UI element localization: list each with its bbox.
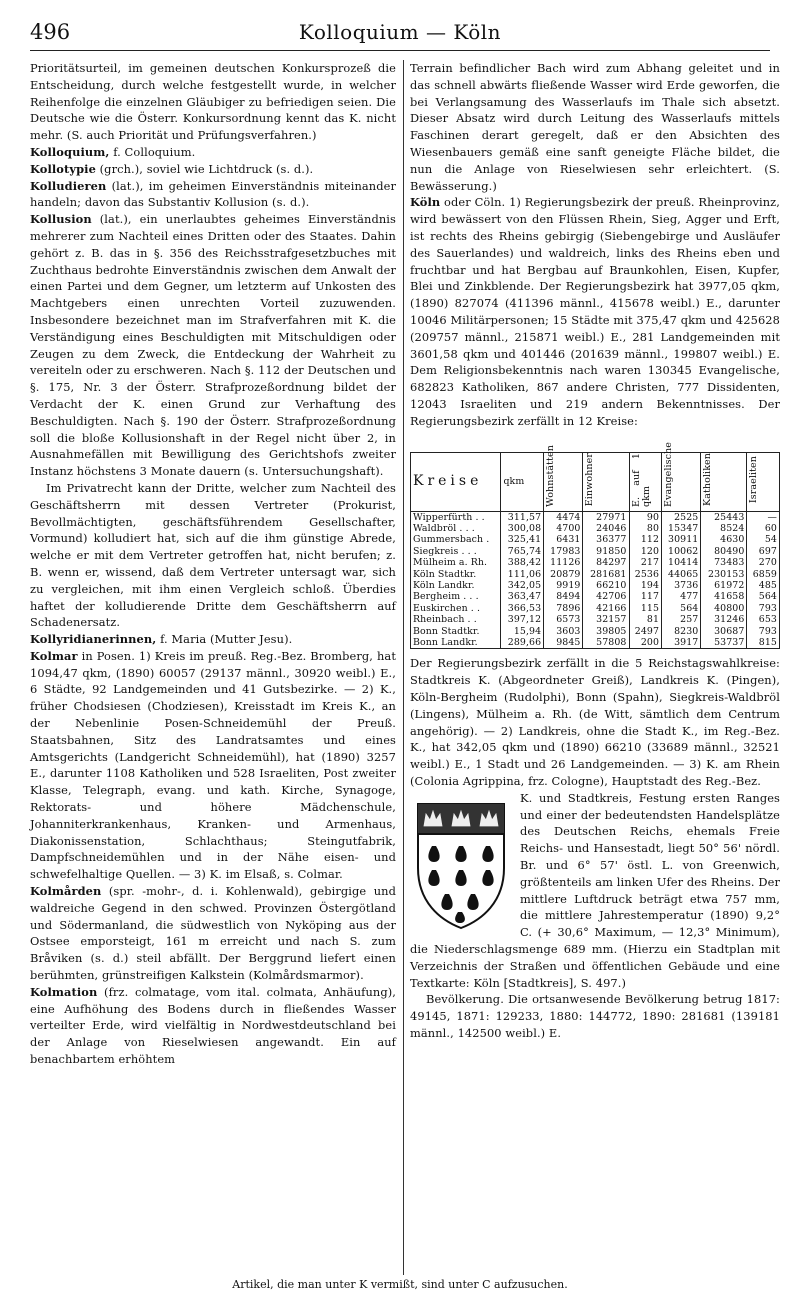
table-cell: 3736 — [662, 580, 701, 591]
table-row — [411, 637, 780, 649]
table-cell: 342,05 — [501, 580, 544, 591]
table-cell: 311,57 — [501, 511, 544, 523]
table-cell: 32157 — [583, 614, 629, 625]
table-cell-kreis: Bonn Landkr. — [411, 637, 501, 649]
table-body — [411, 511, 780, 649]
table-row — [411, 546, 780, 557]
coat-of-arms-graphic — [412, 798, 510, 932]
kreise-table — [410, 441, 780, 650]
table-cell: 3603 — [544, 626, 583, 637]
table-row — [411, 511, 780, 523]
table-header: Kreise — [411, 452, 501, 511]
entry-text: Im Privatrecht kann der Dritte, welcher zum Nachteil des Geschäftsherrn mit dessen Vertreter (Prokurist, Bevollmächtigten, geschäftsführendem Gesellschafter, Vormund) kolludiert hat, sich auf die ihm günstige Abrede, welche er mit dem Vertreter getroffen hat, nicht berufen; z. B. wenn er, wissend, daß dem Vertreter untersagt war, sich zu vergleichen, mit ihm einen Vergleich schloß. Überdies haftet der kolludierende Dritte dem Geschäftsherrn auf Schadenersatz. — [30, 480, 396, 630]
entry — [410, 60, 780, 194]
table-cell: 325,41 — [501, 534, 544, 545]
table-cell: 257 — [662, 614, 701, 625]
headword: Kolmar — [30, 648, 78, 663]
table-row — [411, 580, 780, 591]
table-row — [411, 614, 780, 625]
table-cell: 564 — [662, 603, 701, 614]
headword: Kolmation — [30, 984, 98, 999]
table-cell-kreis: Köln Stadtkr. — [411, 569, 501, 580]
entry — [410, 194, 780, 429]
table-cell: 194 — [629, 580, 662, 591]
entry — [30, 178, 396, 212]
table-cell: — — [747, 511, 780, 523]
table-row — [411, 591, 780, 602]
table-cell: 8524 — [701, 523, 747, 534]
table-cell: 6431 — [544, 534, 583, 545]
headword: Kolloquium, — [30, 144, 110, 159]
headword: Kolmården — [30, 884, 102, 899]
table-cell: 91850 — [583, 546, 629, 557]
table-cell: 363,47 — [501, 591, 544, 602]
table-row — [411, 523, 780, 534]
headword: Kolludieren — [30, 178, 107, 193]
table-cell: 84297 — [583, 557, 629, 568]
table-cell: 10062 — [662, 546, 701, 557]
column-divider — [403, 60, 404, 1275]
table-cell: 15347 — [662, 523, 701, 534]
table-cell: 80490 — [701, 546, 747, 557]
table-cell: 27971 — [583, 511, 629, 523]
headword: Kollotypie — [30, 161, 96, 176]
table-cell-kreis: Köln Landkr. — [411, 580, 501, 591]
table-cell-kreis: Wipperfürth . . — [411, 511, 501, 523]
table-cell: 2525 — [662, 511, 701, 523]
table-cell: 366,53 — [501, 603, 544, 614]
entry-text: Der Regierungsbezirk zerfällt in die 5 Reichstagswahlkreise: Stadtkreis K. (Abgeordneter Greiß), Landkreis K. (Pingen), Köln-Bergheim (Rudolphi), Bonn (Spahn), Siegkreis-Waldbröl (Lingens), Mülheim a. Rh. (de Witt, sämtlich dem Centrum angehörig). — 2) Landkreis, ohne die Stadt K., im Reg.-Bez. K., hat 342,05 qkm und (1890) 66210 (33689 männl., 32521 weibl.) E., 1 Stadt und 26 Landgemeinden. — 3) K. am Rhein (Colonia Agrippina, frz. Cologne), Hauptstadt des Reg.-Bez. — [410, 656, 780, 788]
table-cell-kreis: Rheinbach . . — [411, 614, 501, 625]
table-cell-kreis: Mülheim a. Rh. — [411, 557, 501, 568]
table-cell: 3917 — [662, 637, 701, 649]
table-cell: 388,42 — [501, 557, 544, 568]
table-cell: 4630 — [701, 534, 747, 545]
table-cell: 24046 — [583, 523, 629, 534]
entry — [30, 984, 396, 1068]
table-cell: 42166 — [583, 603, 629, 614]
entry — [30, 631, 396, 648]
table-cell: 39805 — [583, 626, 629, 637]
table-cell: 697 — [747, 546, 780, 557]
entry-text: (lat.), ein unerlaubtes geheimes Einverständnis mehrerer zum Nachteil eines Dritten oder des Staates. Dahin gehört z. B. das in §. 356 des Reichsstrafgesetzbuches mit Zuchthaus bedrohte Einverständnis zwischen dem Anwalt der einen Partei und dem Gegner, um letzterm auf Unkosten des Machtgebers einen unrechten Vorteil zuzuwenden. Insbesondere bezeichnet man im Strafverfahren mit K. die Verständigung eines Beschuldigten mit Mitschuldigen oder Zeugen zu dem Zweck, die Entdeckung der Wahrheit zu vereiteln oder zu erschweren. Nach §. 112 der Deutschen und §. 175, Nr. 3 der Österr. Strafprozeßordnung bildet der Verdacht der K. einen Grund zur Verhaftung des Beschuldigten. Nach §. 190 der Österr. Strafprozeßordnung soll die bloße Kollusionshaft in der Regel nicht über 2, in Ausnahmefällen mit Bewilligung des Gerichtshofs zweiter Instanz höchstens 3 Monate dauern (s. Untersuchungshaft). — [30, 212, 396, 479]
entry-text: Terrain befindlicher Bach wird zum Abhang geleitet und in das schnell abwärts fließende Wasser wird Erde geworfen, die bei Verlangsamung des Wasserlaufs im Thale sich absetzt. Dieser Absatz wird durch Leitung des Wasserlaufs mittels Faschinen derart geregelt, daß er den Absichten des Wiesenbauers gemäß eine sanft geneigte Fläche bildet, die nun die Anlage von Rieselwiesen sehr erleichtert. (S. Bewässerung.) — [410, 61, 780, 193]
table-cell: 60 — [747, 523, 780, 534]
table-header-row — [411, 452, 780, 511]
table-cell: 281681 — [583, 569, 629, 580]
table-cell: 9919 — [544, 580, 583, 591]
table-cell: 793 — [747, 626, 780, 637]
table-cell: 80 — [629, 523, 662, 534]
table-cell: 54 — [747, 534, 780, 545]
table-cell: 36377 — [583, 534, 629, 545]
table-cell: 564 — [747, 591, 780, 602]
table-cell: 8494 — [544, 591, 583, 602]
table-cell-kreis: Waldbröl . . . — [411, 523, 501, 534]
table-cell: 73483 — [701, 557, 747, 568]
table-cell: 30911 — [662, 534, 701, 545]
table-cell: 6859 — [747, 569, 780, 580]
table-cell: 81 — [629, 614, 662, 625]
entry-text: oder Cöln. 1) Regierungsbezirk der preuß. Rheinprovinz, wird bewässert von den Flüssen Rhein, Sieg, Agger und Erft, ist rechts des Rheins gebirgig (Siebengebirge und Ausläufer des Sauerlandes) und waldreich, links des Rheins eben und fruchtbar und hat Bergbau auf Braunkohlen, Eisen, Kupfer, Blei und Zinkblende. Der Regierungsbezirk hat 3977,05 qkm, (1890) 827074 (411396 männl., 415678 weibl.) E., darunter 10046 Militärpersonen; 15 Städte mit 375,47 qkm und 425628 (209757 männl., 215871 weibl.) E., 281 Landgemeinden mit 3601,58 qkm und 401446 (201639 männl., 199807 weibl.) E. Dem Religionsbekenntnis nach waren 130345 Evangelische, 682823 Katholiken, 867 andere Christen, 777 Dissidenten, 12043 Israeliten und 219 andern Bekenntnisses. Der Regierungsbezirk zerfällt in 12 Kreise: — [410, 195, 780, 428]
entry-text: K. und Stadtkreis, Festung ersten Ranges und einer der bedeutendsten Handelsplätze des Deutschen Reichs, ehemals Freie Reichs- und Hansestadt, liegt 50° 56' nördl. Br. und 6° 57' östl. L. von Greenwich, größtenteils am linken Ufer des Rheins. Der mittlere Luftdruck beträgt etwa 757 mm, die mittlere Jahrestemperatur (1890) 9,2° C. (+ 30,6° Maximum, — 12,3° Minimum), die Niederschlagsmenge 689 mm. (Hierzu ein Stadtplan mit Verzeichnis der Straßen und öffentlichen Gebäude und eine Textkarte: Köln [Stadtkreis], S. 497.) — [410, 790, 780, 990]
table-cell: 61972 — [701, 580, 747, 591]
entry-text: f. Maria (Mutter Jesu). — [156, 632, 293, 647]
table-cell: 10414 — [662, 557, 701, 568]
entry-text: Bevölkerung. Die ortsanwesende Bevölkerung betrug 1817: 49145, 1871: 129233, 1880: 144772, 1890: 281681 (139181 männl., 142500 weibl.) E. — [410, 992, 780, 1040]
table-cell: 217 — [629, 557, 662, 568]
table-row — [411, 603, 780, 614]
table-cell: 9845 — [544, 637, 583, 649]
cologne-coat-of-arms-icon — [410, 796, 512, 934]
table-cell: 30687 — [701, 626, 747, 637]
entry-text: (spr. -mohr-, d. i. Kohlenwald), gebirgige und waldreiche Gegend in den schwed. Provinzen Östergötland und Södermanland, die südwestlich von Nyköping aus der Ostsee emporsteigt, 161 m erreicht und nach S. zum Bråviken (s. d.) steil abfällt. Der Berggrund liefert einen berühmten, grünstreifigen Kalkstein (Kolmårdsmarmor). — [30, 884, 396, 983]
table-cell-kreis: Bergheim . . . — [411, 591, 501, 602]
table-cell: 7896 — [544, 603, 583, 614]
table-cell: 111,06 — [501, 569, 544, 580]
table-cell: 57808 — [583, 637, 629, 649]
table-cell: 4474 — [544, 511, 583, 523]
table-cell: 115 — [629, 603, 662, 614]
table-header: Einwohner — [583, 452, 629, 511]
table-cell: 300,08 — [501, 523, 544, 534]
table-cell: 20879 — [544, 569, 583, 580]
entry — [30, 144, 396, 161]
table-cell: 815 — [747, 637, 780, 649]
table-cell: 42706 — [583, 591, 629, 602]
table-cell: 31246 — [701, 614, 747, 625]
entry — [30, 480, 396, 631]
table-cell: 44065 — [662, 569, 701, 580]
table-cell: 230153 — [701, 569, 747, 580]
table-cell: 289,66 — [501, 637, 544, 649]
table-cell: 40800 — [701, 603, 747, 614]
table-cell: 4700 — [544, 523, 583, 534]
table-cell: 6573 — [544, 614, 583, 625]
entry-text: f. Colloquium. — [109, 144, 196, 159]
table-header: Israeliten — [747, 452, 780, 511]
table-row — [411, 557, 780, 568]
headword: Köln — [410, 195, 441, 210]
table-cell: 653 — [747, 614, 780, 625]
entry — [30, 648, 396, 883]
entry-text: (grch.), soviel wie Lichtdruck (s. d.). — [95, 161, 314, 176]
table-row — [411, 626, 780, 637]
table-header: Evangelische — [662, 452, 701, 511]
table-cell: 2536 — [629, 569, 662, 580]
entry — [30, 60, 396, 144]
table-cell: 8230 — [662, 626, 701, 637]
headword: Kollyridianerinnen, — [30, 632, 157, 647]
kreise-table-wrap — [410, 441, 780, 650]
table-cell: 117 — [629, 591, 662, 602]
table-cell: 477 — [662, 591, 701, 602]
table-cell: 397,12 — [501, 614, 544, 625]
table-header: Katholiken — [701, 452, 747, 511]
table-cell: 66210 — [583, 580, 629, 591]
entry — [30, 211, 396, 480]
table-cell: 200 — [629, 637, 662, 649]
table-cell: 90 — [629, 511, 662, 523]
table-header: E. auf 1 qkm — [629, 452, 662, 511]
entry — [30, 161, 396, 178]
table-cell: 53737 — [701, 637, 747, 649]
table-cell: 11126 — [544, 557, 583, 568]
right-column — [410, 60, 780, 1042]
page-number: 496 — [30, 20, 71, 44]
left-column — [30, 60, 396, 1068]
table-cell: 793 — [747, 603, 780, 614]
page-header — [30, 18, 770, 51]
entry-text: (lat.), im geheimen Einverständnis miteinander handeln; davon das Substantiv Kollusion (s. d.). — [30, 178, 396, 210]
table-cell: 112 — [629, 534, 662, 545]
table-cell: 270 — [747, 557, 780, 568]
table-cell: 25443 — [701, 511, 747, 523]
table-row — [411, 569, 780, 580]
running-head: Kolloquium — Köln — [298, 20, 502, 44]
entry-text: in Posen. 1) Kreis im preuß. Reg.-Bez. Bromberg, hat 1094,47 qkm, (1890) 60057 (29137 männl., 30920 weibl.) E., 6 Städte, 92 Landgemeinden und 41 Gutsbezirke. — 2) K., früher Chodsiesen (Chodziesen), Kreisstadt im Kreis K., an der Nebenlinie Posen-Schneidemühl der Preuß. Staatsbahnen, Sitz des Landratsamtes und eines Amtsgerichts (Landgericht Schneidemühl), hat (1890) 3257 E., darunter 1108 Katholiken und 528 Israeliten, Post zweiter Klasse, Telegraph, evang. und kath. Kirche, Synagoge, Rektorats- und höhere Mädchenschule, Johanniterkrankenhaus, Kranken- und Armenhaus, Diakonissenstation, Schlachthaus; Steingutfabrik, Dampfschneidemühlen und in der Nähe eisen- und schwefelhaltige Quellen. — 3) K. im Elsaß, s. Colmar. — [30, 648, 396, 882]
entry-text: Prioritätsurteil, im gemeinen deutschen Konkursprozeß die Entscheidung, durch welche festgestellt wurde, in welcher Reihenfolge die einzelnen Gläubiger zu befriedigen seien. Die Deutsche wie die Österr. Konkursordnung kennt das K. nicht mehr. (S. auch Priorität und Prüfungsverfahren.) — [30, 61, 396, 143]
table-cell: 485 — [747, 580, 780, 591]
table-cell: 2497 — [629, 626, 662, 637]
entry — [30, 883, 396, 984]
table-cell-kreis: Gummersbach . — [411, 534, 501, 545]
table-cell-kreis: Siegkreis . . . — [411, 546, 501, 557]
table-cell-kreis: Bonn Stadtkr. — [411, 626, 501, 637]
table-header: Wohnstätten — [544, 452, 583, 511]
table-cell-kreis: Euskirchen . . — [411, 603, 501, 614]
entry-text: (frz. colmatage, vom ital. colmata, Anhäufung), eine Aufhöhung des Bodens durch in fließendes Wasser verteilter Erde, wird vielfältig in Nordwestdeutschland bei der Anlage von Rieselwiesen angewandt. Ein auf benachbartem erhöhtem — [30, 984, 396, 1067]
table-cell: 765,74 — [501, 546, 544, 557]
headword: Kollusion — [30, 212, 92, 227]
table-header: qkm — [501, 452, 544, 511]
table-cell: 15,94 — [501, 626, 544, 637]
table-cell: 17983 — [544, 546, 583, 557]
table-cell: 120 — [629, 546, 662, 557]
footer-note: Artikel, die man unter K vermißt, sind unter C aufzusuchen. — [232, 1278, 568, 1291]
table-row — [411, 534, 780, 545]
table-cell: 41658 — [701, 591, 747, 602]
